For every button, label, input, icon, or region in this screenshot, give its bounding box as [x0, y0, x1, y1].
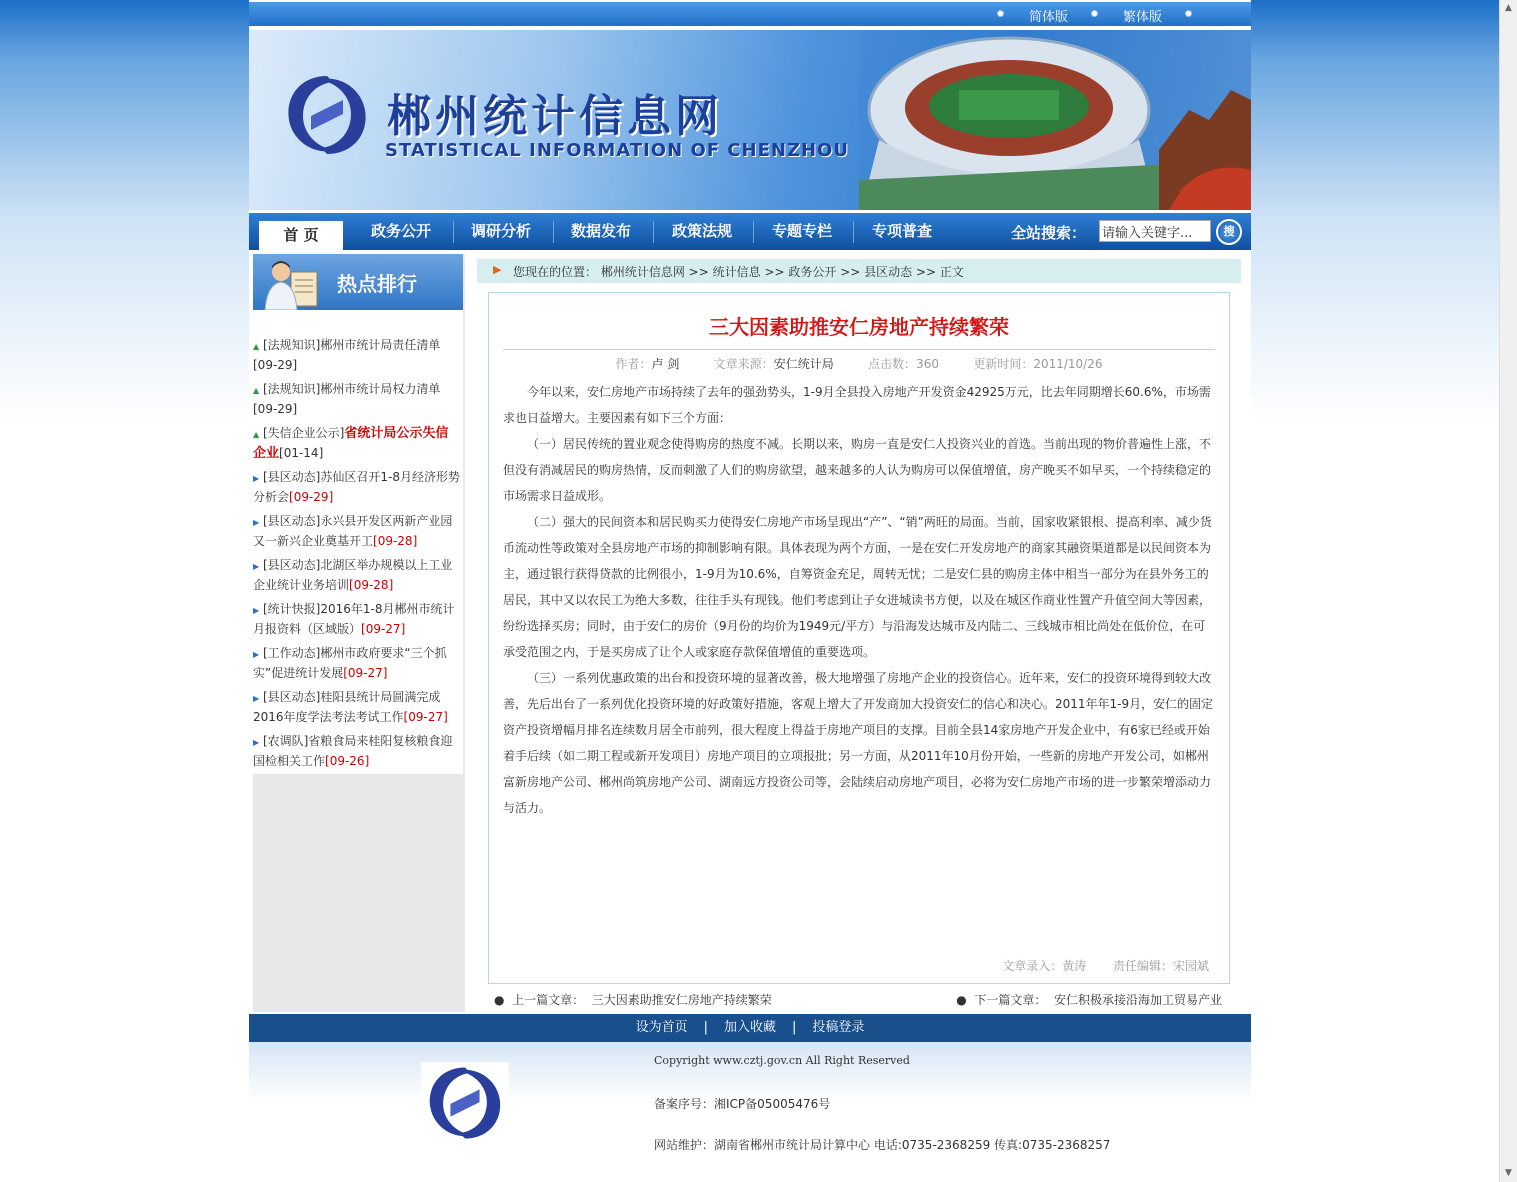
triangle-up-icon: ▲	[253, 342, 260, 351]
double-arrow-icon: ▶	[493, 263, 502, 276]
page-scrollbar[interactable]	[1499, 0, 1517, 1182]
fax-number: 0735-2368257	[1022, 1138, 1111, 1152]
list-item[interactable]	[253, 688, 461, 727]
separator: |	[792, 1020, 797, 1035]
list-item-title[interactable]: [县区动态]苏仙区召开1-8月经济形势分析会	[253, 470, 460, 504]
nav-census[interactable]: 专项普查	[871, 222, 932, 240]
list-item[interactable]	[253, 336, 461, 375]
article-body	[503, 379, 1215, 821]
footer	[249, 1042, 1251, 1164]
site-title-en: STATISTICAL INFORMATION OF CHENZHOU	[385, 140, 849, 161]
nav-divider	[453, 221, 454, 243]
list-item-title[interactable]: [农调队]省粮食局来桂阳复核粮食迎国检相关工作	[253, 734, 453, 768]
breadcrumb-home[interactable]: 郴州统计信息网	[600, 265, 685, 279]
bullet-icon	[997, 10, 1004, 17]
next-article	[956, 991, 1222, 1008]
triangle-right-icon: ▶	[253, 518, 260, 527]
nav-divider	[853, 221, 854, 243]
hot-ranking-header	[253, 254, 463, 310]
entry-label: 文章录入：	[1002, 959, 1063, 973]
triangle-right-icon: ▶	[253, 562, 260, 571]
article-title: 三大因素助推安仁房地产持续繁荣	[709, 315, 1009, 339]
article-credits	[1002, 957, 1209, 974]
list-item[interactable]	[253, 732, 461, 771]
list-item-prefix: [失信企业公示]	[263, 426, 345, 440]
simplified-link[interactable]: 简体版	[1029, 10, 1069, 25]
list-item-title[interactable]: [县区动态]桂阳县统计局圆满完成2016年度学法考法考试工作	[253, 690, 441, 724]
search-label: 全站搜索：	[1011, 224, 1087, 242]
triangle-right-icon: ▶	[253, 738, 260, 747]
site-banner	[249, 30, 1251, 210]
triangle-right-icon: ▶	[253, 606, 260, 615]
next-article-link[interactable]: 安仁积极承接沿海加工贸易产业	[1053, 993, 1222, 1007]
list-item[interactable]	[253, 380, 461, 419]
page-container	[249, 0, 1251, 1164]
breadcrumb-gov-affairs[interactable]: 政务公开	[788, 265, 837, 279]
hot-ranking-list	[253, 310, 463, 774]
copyright: Copyright www.cztj.gov.cn All Right Reserved	[654, 1054, 910, 1067]
add-favorite-link[interactable]: 加入收藏	[723, 1020, 776, 1035]
scroll-down-icon[interactable]: ▼	[1505, 1168, 1512, 1178]
list-item-date: [09-29]	[253, 358, 298, 372]
maintenance-info	[654, 1136, 1110, 1153]
list-item-title[interactable]: 省统计局公示失信企业	[253, 426, 449, 461]
doctor-avatar-icon	[261, 258, 321, 310]
footer-links	[249, 1014, 1251, 1042]
source-label: 文章来源：	[713, 357, 774, 371]
list-item-date: [09-29]	[253, 402, 298, 416]
list-item-title[interactable]: [县区动态]永兴县开发区两新产业园又一新兴企业奠基开工	[253, 514, 453, 548]
breadcrumb-stat-info[interactable]: 统计信息	[712, 265, 761, 279]
updated-label: 更新时间：	[973, 357, 1034, 371]
article-navigation	[494, 991, 1234, 1009]
icp-info	[654, 1095, 830, 1112]
nav-gov-affairs[interactable]: 政务公开	[370, 222, 431, 240]
icp-label: 备案序号：	[654, 1097, 715, 1111]
list-item-title[interactable]: [法规知识]郴州市统计局权力清单	[263, 382, 441, 396]
list-item-date: [09-27]	[403, 710, 448, 724]
top-bar	[249, 2, 1251, 26]
divider	[503, 349, 1215, 350]
list-item[interactable]	[253, 468, 461, 507]
search-input[interactable]	[1099, 220, 1211, 242]
article	[488, 292, 1230, 984]
search-button[interactable]: 搜	[1216, 219, 1242, 245]
triangle-right-icon: ▶	[253, 650, 260, 659]
article-paragraph: 今年以来，安仁房地产市场持续了去年的强劲势头，1-9月全县投入房地产开发资金42925万元，比去年同期增长60.6%，市场需求也日益增大。主要因素有如下三个方面：	[503, 385, 1211, 425]
nav-home[interactable]: 首 页	[259, 221, 343, 250]
nav-policy[interactable]: 政策法规	[671, 222, 732, 240]
breadcrumb-current: 正文	[939, 265, 964, 279]
triangle-right-icon: ▶	[253, 474, 260, 483]
list-item-date: [09-27]	[361, 622, 406, 636]
article-paragraph: （三）一系列优惠政策的出台和投资环境的显著改善，极大地增强了房地产企业的投资信心。近年来，安仁的投资环境得到较大改善，先后出台了一系列优化投资环境的好政策好措施，客观上增大了开发商加大投资安仁的信心和决心。2011年年1-9月，安仁的固定资产投资增幅月排名连续数月居全市前列，很大程度上得益于房地产项目的支撑。目前全县14家房地产开发企业中，有6家已经或开始着手后续（如二期工程或新开发项目）房地产项目的立项报批；另一方面，从2011年10月份开始，一些新的房地产开发公司，如郴州富新房地产公司、郴州尚筑房地产公司、湖南远方投资公司等，会陆续启动房地产项目，必将为安仁房地产市场的进一步繁荣增添动力与活力。	[503, 671, 1214, 815]
breadcrumb-county-news[interactable]: 县区动态	[864, 265, 913, 279]
breadcrumb-label: 您现在的位置：	[513, 265, 598, 279]
clicks-label: 点击数：	[868, 357, 917, 371]
author: 卢 剑	[651, 357, 680, 371]
maint-org: 湖南省郴州市统计局计算中心	[714, 1138, 871, 1152]
separator: |	[703, 1020, 708, 1035]
list-item-title[interactable]: [统计快报]2016年1-8月郴州市统计月报资料（区域版）	[253, 602, 455, 636]
site-logo-icon	[281, 70, 373, 160]
triangle-up-icon: ▲	[253, 386, 260, 395]
list-item-date: [09-26]	[325, 754, 370, 768]
list-item[interactable]	[253, 556, 461, 595]
nav-special-topics[interactable]: 专题专栏	[771, 222, 832, 240]
bullet-icon: ●	[494, 993, 505, 1007]
hot-ranking-title: 热点排行	[337, 272, 417, 296]
list-item-date: [09-29]	[289, 490, 334, 504]
nav-divider	[653, 221, 654, 243]
list-item-date: [01-14]	[279, 446, 324, 460]
list-item[interactable]	[253, 600, 461, 639]
editor-label: 责任编辑：	[1112, 959, 1173, 973]
triangle-up-icon: ▲	[253, 430, 260, 439]
scroll-up-icon[interactable]: ▲	[1505, 3, 1512, 13]
sidebar	[253, 254, 465, 1012]
list-item-title[interactable]: [县区动态]北湖区举办规模以上工业企业统计业务培训	[253, 558, 453, 592]
triangle-right-icon: ▶	[253, 694, 260, 703]
article-paragraph: （一）居民传统的置业观念使得购房的热度不减。长期以来，购房一直是安仁人投资兴业的首选。当前出现的物价普遍性上涨，不但没有消减居民的购房热情，反而刺激了人们的购房欲望，越来越多的人认为购房可以保值增值，房产晚买不如早买，一个持续稳定的市场需求日益成形。	[503, 437, 1212, 503]
set-homepage-link[interactable]: 设为首页	[635, 1020, 688, 1035]
fax-label: 传真:	[994, 1138, 1023, 1152]
next-label: 下一篇文章：	[974, 993, 1047, 1007]
list-item-date: [09-27]	[343, 666, 388, 680]
entry-person: 黄涛	[1062, 959, 1087, 973]
editor-person: 宋园斌	[1172, 959, 1209, 973]
list-item-title[interactable]: [工作动态]郴州市政府要求“三个抓实”促进统计发展	[253, 646, 447, 680]
prev-article	[494, 991, 772, 1008]
main-nav	[249, 213, 1251, 250]
nav-divider	[753, 221, 754, 243]
bullet-icon	[1091, 10, 1098, 17]
prev-article-link[interactable]: 三大因素助推安仁房地产持续繁荣	[591, 993, 772, 1007]
prev-label: 上一篇文章：	[512, 993, 585, 1007]
phone-number: 0735-2368259	[901, 1138, 991, 1152]
footer-logo-icon	[421, 1062, 509, 1144]
submit-login-link[interactable]: 投稿登录	[812, 1020, 865, 1035]
list-item-date: [09-28]	[373, 534, 418, 548]
traditional-link[interactable]: 繁体版	[1123, 10, 1163, 25]
article-paragraph: （二）强大的民间资本和居民购买力使得安仁房地产市场呈现出“产”、“销”两旺的局面。当前，国家收紧银根、提高利率、减少货币流动性等政策对全县房地产市场的抑制影响有限。具体表现为两个方面，一是在安仁开发房地产的商家其融资渠道都是以民间资本为主，通过银行获得贷款的比例很小，1-9月为10.6%，自筹资金充足，周转无忧；二是安仁县的购房主体中相当一部分为在县外务工的居民，其中又以农民工为绝大多数，往往手头有现钱。他们考虑到让子女进城读书方便，以及在城区作商业性置产升值空间大等因素，纷纷选择买房；同时，由于安仁的房价（9月份的均价为1949元/平方）与沿海发达城市及内陆二、三线城市相比尚处在低价位，在可承受范围之内，于是买房成了让个人或家庭存款保值增值的重要选项。	[503, 515, 1212, 659]
icp-number: 湘ICP备05005476号	[714, 1097, 831, 1111]
list-item[interactable]	[253, 644, 461, 683]
stadium-image	[859, 30, 1251, 210]
list-item[interactable]	[253, 424, 461, 463]
breadcrumb	[477, 259, 1241, 283]
bullet-icon: ●	[956, 993, 967, 1007]
nav-divider	[553, 221, 554, 243]
bullet-icon	[1185, 10, 1192, 17]
site-title-cn: 郴州统计信息网	[387, 91, 723, 142]
list-item-title[interactable]: [法规知识]郴州市统计局责任清单	[263, 338, 441, 352]
click-count: 360	[916, 357, 939, 371]
list-item[interactable]	[253, 512, 461, 551]
source: 安仁统计局	[773, 357, 834, 371]
nav-data-release[interactable]: 数据发布	[570, 222, 631, 240]
list-item-date: [09-28]	[349, 578, 394, 592]
phone-label: 电话:	[873, 1138, 902, 1152]
update-time: 2011/10/26	[1033, 357, 1103, 371]
nav-research[interactable]: 调研分析	[470, 222, 531, 240]
article-meta	[489, 355, 1229, 372]
author-label: 作者：	[615, 357, 652, 371]
maint-label: 网站维护：	[654, 1138, 715, 1152]
breadcrumb-text: 您现在的位置： 郴州统计信息网 >> 统计信息 >> 政务公开 >> 县区动态 >> 正文	[513, 265, 964, 279]
